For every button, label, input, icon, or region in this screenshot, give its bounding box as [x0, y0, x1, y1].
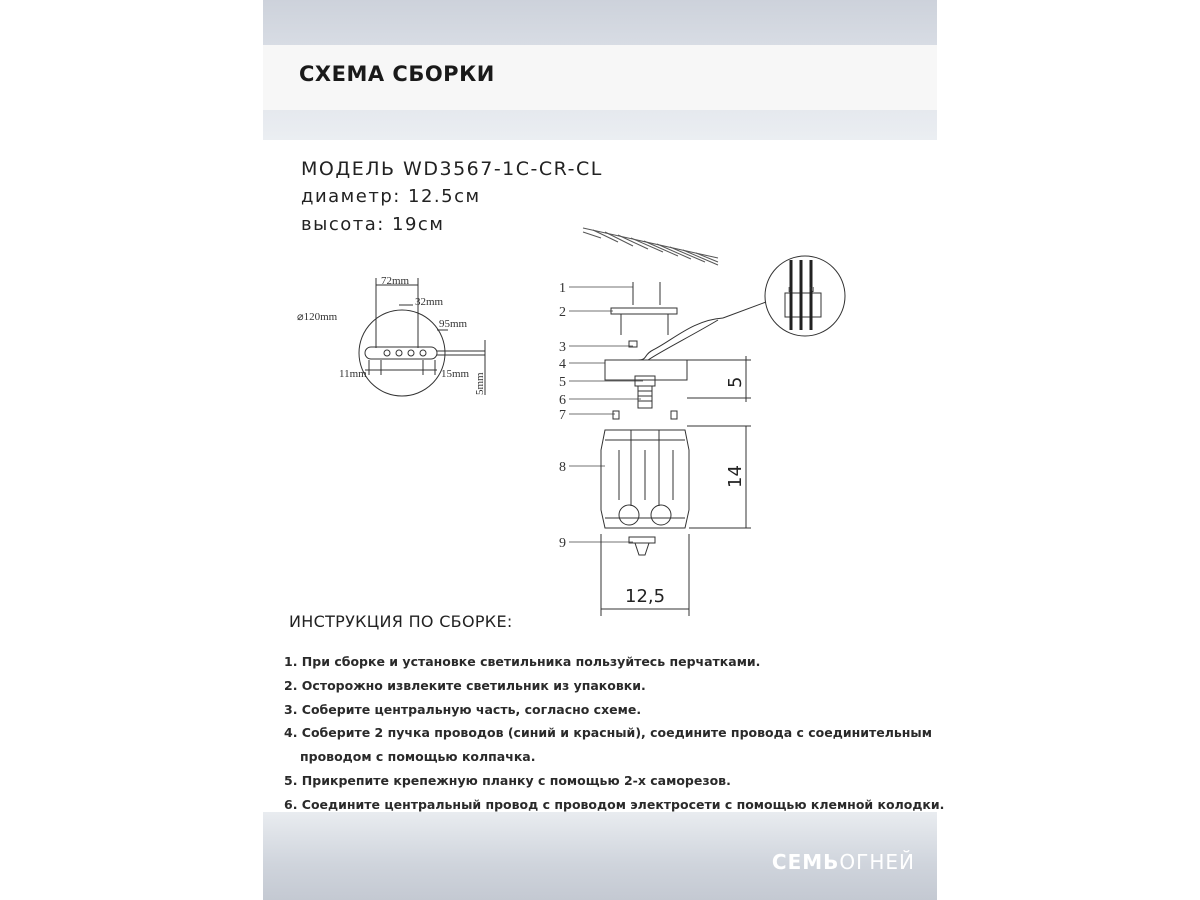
part-number-5: 5	[559, 375, 566, 390]
ceiling-hatch	[583, 228, 718, 265]
dim-shade-height: 14	[725, 465, 746, 488]
instruction-step-2: 2. Осторожно извлеките светильник из упаковки.	[284, 677, 646, 693]
diameter-spec: диаметр: 12.5см	[301, 186, 481, 207]
part-number-2: 2	[559, 305, 566, 320]
dim-72: 72mm	[381, 275, 410, 287]
brand-bold: СЕМЬ	[771, 850, 840, 874]
brand-logo	[772, 850, 915, 874]
brand-light: ОГНЕЙ	[839, 850, 915, 874]
instructions-list	[284, 650, 945, 817]
terminal-label-l: L	[788, 286, 792, 294]
instruction-step-4	[284, 721, 934, 769]
instruction-step-4-line1: 4. Соберите 2 пучка проводов (синий и красный), соедините провода с соединительным	[284, 725, 932, 741]
part-number-6: 6	[559, 393, 566, 408]
assembly-diagram	[263, 210, 937, 620]
part-number-3: 3	[559, 340, 566, 355]
instruction-step-1: 1. При сборке и установке светильника пользуйтесь перчатками.	[284, 654, 761, 669]
terminal-label-n: N	[809, 286, 815, 294]
dim-5: 5mm	[474, 372, 486, 395]
part-number-1: 1	[559, 281, 566, 296]
part-leaders	[569, 287, 643, 542]
instruction-step-3: 3. Соберите центральную часть, согласно схеме.	[284, 701, 642, 717]
dim-canopy-height: 5	[725, 376, 746, 388]
model-name: МОДЕЛЬ WD3567-1C-CR-CL	[301, 158, 603, 180]
part-number-9: 9	[559, 536, 566, 551]
part-number-8: 8	[559, 460, 566, 475]
dim-95: 95mm	[439, 318, 468, 330]
instruction-step-5: 5. Прикрепите крепежную планку с помощью 2-х саморезов.	[284, 772, 731, 788]
part-numbers	[559, 281, 566, 551]
instruction-sheet	[263, 0, 945, 900]
part-number-7: 7	[559, 408, 566, 423]
dim-11: 11mm	[339, 368, 367, 380]
instruction-step-4-line2: проводом с помощью колпачка.	[300, 749, 536, 765]
dim-32: 32mm	[415, 296, 444, 308]
instruction-step-6: 6. Соедините центральный провод с проводом электросети с помощью клемной колодки.	[284, 796, 945, 812]
page-title: СХЕМА СБОРКИ	[299, 62, 495, 86]
dim-diameter: ⌀120mm	[297, 311, 338, 323]
instructions-title: ИНСТРУКЦИЯ ПО СБОРКЕ:	[289, 612, 513, 631]
dim-15: 15mm	[441, 368, 470, 380]
dim-width: 12,5	[625, 586, 666, 607]
footer-band	[263, 812, 937, 900]
height-spec: высота: 19см	[301, 214, 445, 235]
header-band	[263, 0, 937, 140]
part-number-4: 4	[559, 357, 566, 372]
